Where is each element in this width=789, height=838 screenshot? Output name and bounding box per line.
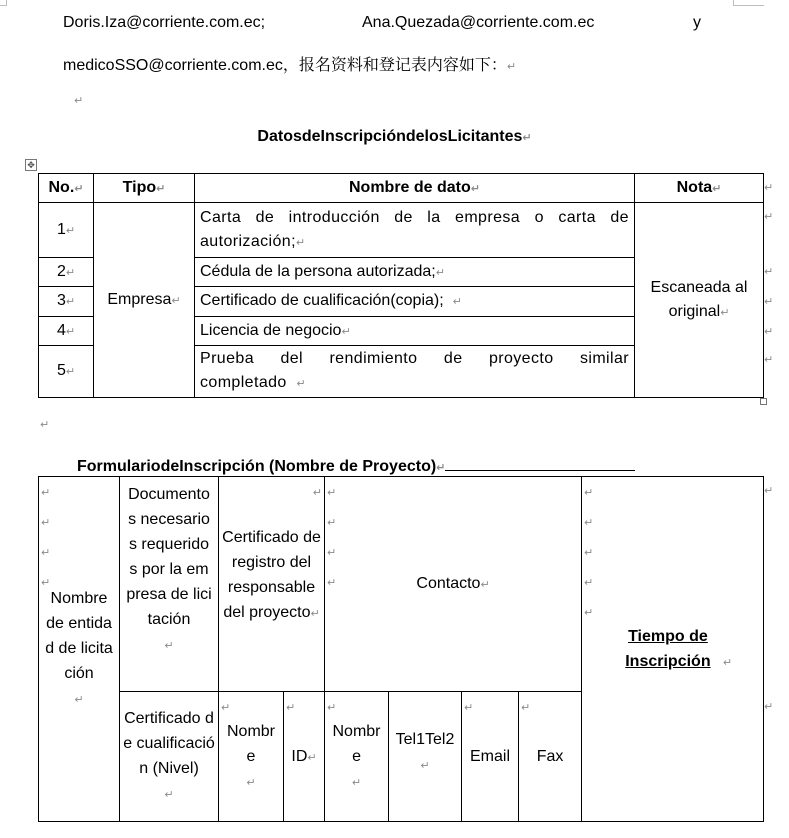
row-no: 1↵: [39, 203, 94, 258]
fax-cell: ↵ Fax: [519, 692, 582, 822]
row-end-mark: ↵: [764, 181, 774, 194]
dato-cell: Prueba del rendimiento de proyecto similar completado ↵: [195, 346, 635, 398]
row-end-mark: ↵: [764, 210, 774, 223]
registration-data-table: [38, 173, 764, 398]
contacto-cell: ↵ ↵ ↵ ↵ Contacto↵: [325, 477, 582, 692]
row-no: 3↵: [39, 287, 94, 317]
header-nota: Nota↵: [635, 174, 764, 203]
row-end-mark: ↵: [764, 353, 774, 366]
table1-title: [0, 128, 789, 146]
certificado-cualificacion-cell: Certificado de cualificación (Nivel)↵: [120, 692, 219, 822]
table1-title-text: DatosdeInscripcióndelosLicitantes: [257, 128, 523, 145]
header-nombre-dato: Nombre de dato↵: [195, 174, 635, 203]
id-cell: ↵ ID↵: [284, 692, 325, 822]
email-line-2: [63, 52, 516, 75]
header-tipo: Tipo↵: [94, 174, 195, 203]
email-doris: Doris.Iza@corriente.com.ec;: [63, 14, 266, 31]
email-cell: ↵ Email: [462, 692, 519, 822]
dato-cell: Carta de introducción de la empresa o carta de autorización;↵: [195, 203, 635, 258]
table2-title: [77, 456, 635, 476]
row-end-mark: ↵: [764, 325, 774, 338]
table-header-row: [39, 477, 764, 692]
paragraph-mark: ↵: [40, 418, 50, 431]
row-end-mark: ↵: [764, 700, 774, 713]
page-corner-mark-left: [0, 0, 7, 6]
paragraph-mark: ↵: [506, 60, 517, 73]
row-no: 2↵: [39, 258, 94, 287]
row-end-mark: ↵: [764, 484, 774, 497]
email-line-1: [63, 14, 763, 36]
tel-cell: Tel1Tel2↵: [389, 692, 462, 822]
nombre2-cell: ↵ Nombre↵: [325, 692, 389, 822]
paragraph-mark: ↵: [74, 94, 84, 107]
table-row: [39, 203, 764, 258]
dato-cell: Certificado de cualificación(copia); ↵: [195, 287, 635, 317]
email-ana: Ana.Quezada@corriente.com.ec: [362, 14, 595, 31]
nombre-cell: ↵ Nombre↵: [219, 692, 284, 822]
table-header-row: [39, 174, 764, 203]
email-medico-intro: medicoSSO@corriente.com.ec，报名资料和登记表内容如下：: [63, 57, 507, 74]
row-end-mark: ↵: [764, 265, 774, 278]
paragraph-mark: ↵: [436, 461, 446, 474]
conjunction-y: y: [693, 14, 701, 31]
table-resize-handle[interactable]: [760, 398, 767, 405]
row-no: 4↵: [39, 317, 94, 346]
dato-cell: Licencia de negocio↵: [195, 317, 635, 346]
dato-cell: Cédula de la persona autorizada;↵: [195, 258, 635, 287]
header-no: No.↵: [39, 174, 94, 203]
nombre-entidad-cell: ↵ ↵ ↵ ↵ Nombre de entidad de licitación↵: [39, 477, 120, 822]
tiempo-inscripcion-cell: ↵ ↵ ↵ ↵ ↵ Tiempo de Inscripción ↵: [582, 477, 764, 822]
table-move-handle-icon[interactable]: ✥: [25, 159, 37, 171]
row-end-mark: ↵: [764, 295, 774, 308]
paragraph-mark: ↵: [522, 131, 532, 144]
documentos-cell: Documentos necesarios requeridos por la empresa de licitación↵: [120, 477, 219, 692]
nota-cell: Escaneada al original↵: [635, 203, 764, 398]
row-no: 5↵: [39, 346, 94, 398]
registration-form-table: [38, 476, 764, 822]
page-corner-mark-right: [733, 0, 764, 6]
tipo-cell: Empresa↵: [94, 203, 195, 398]
table2-title-text: FormulariodeInscripción (Nombre de Proyecto): [77, 458, 437, 475]
certificado-registro-cell: ↵ Certificado de registro del responsable del proyecto↵: [219, 477, 325, 692]
